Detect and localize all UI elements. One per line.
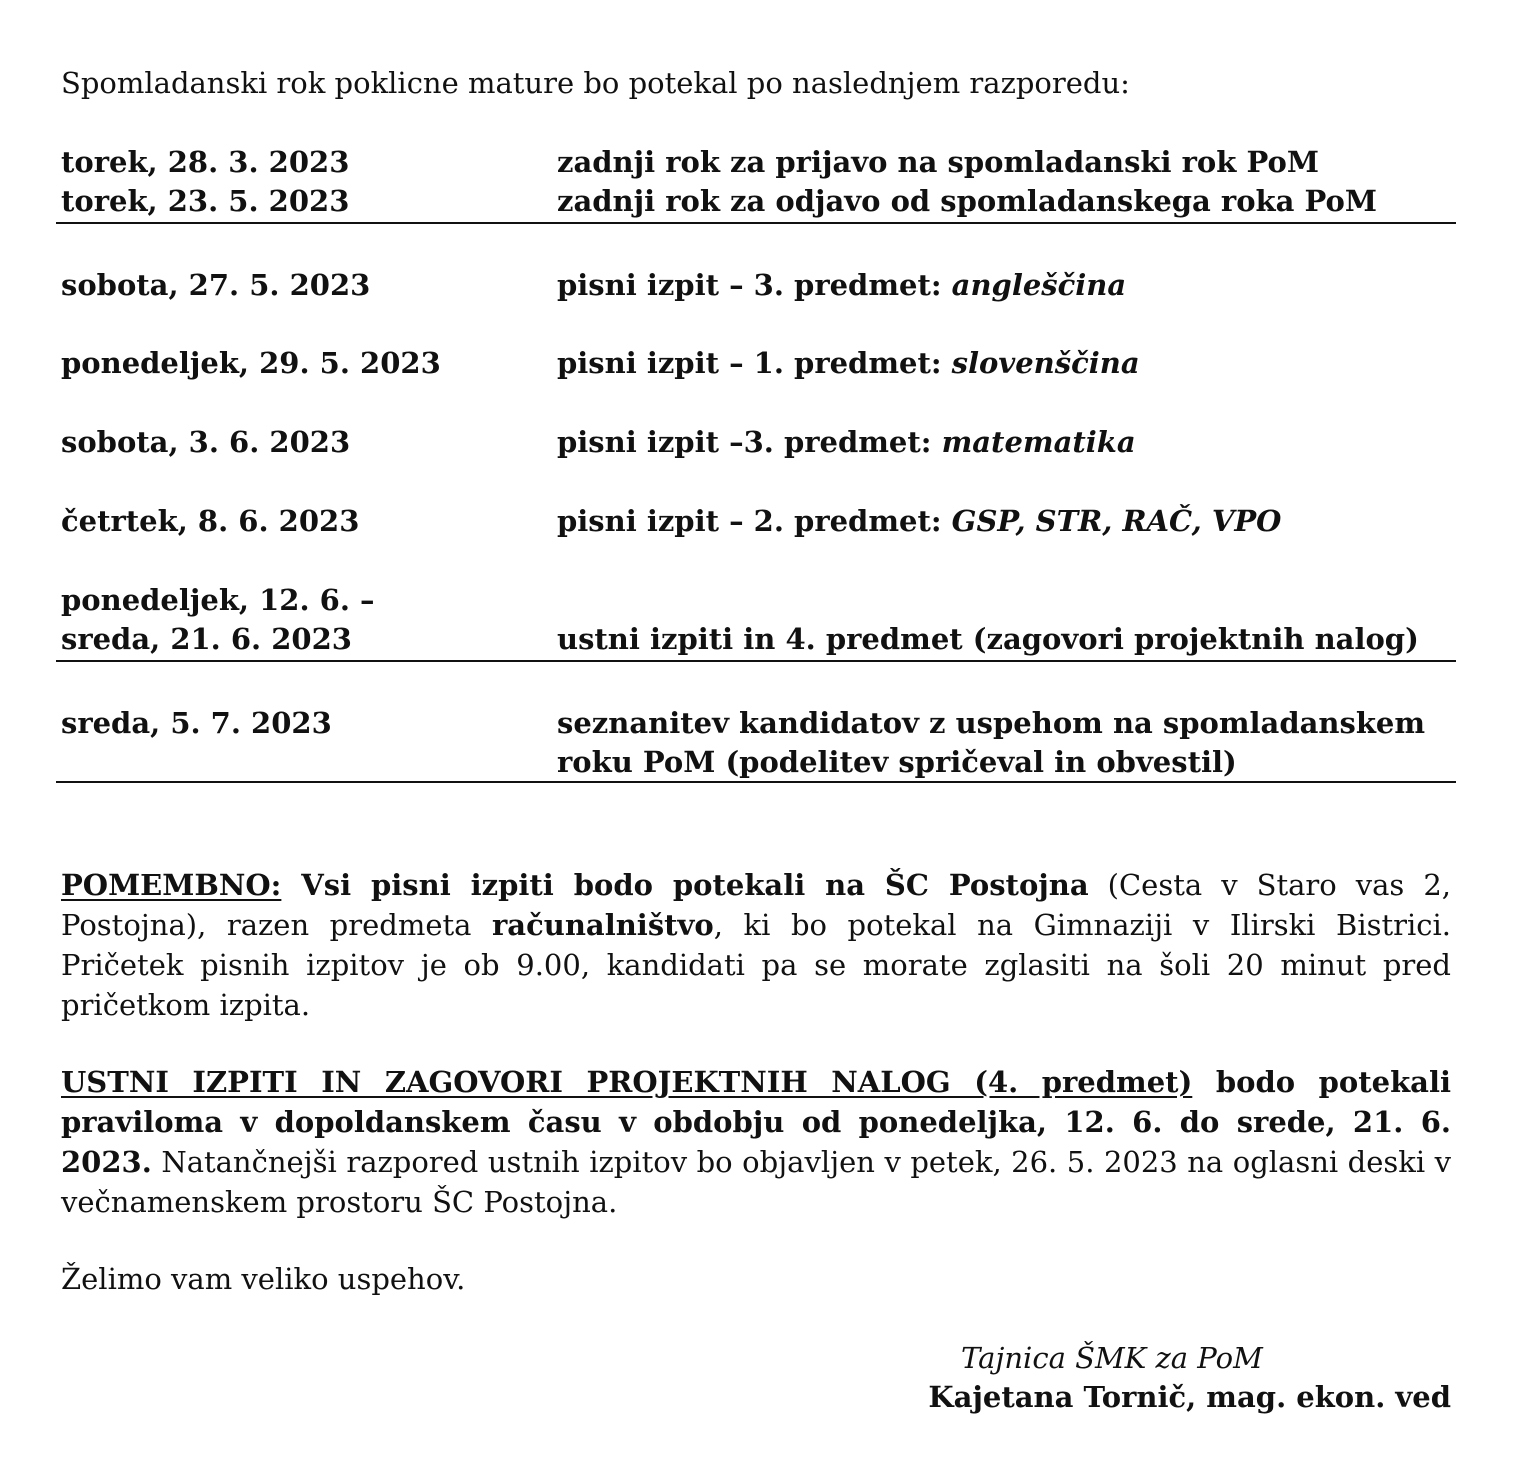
results-event-line-1: seznanitev kandidatov z uspehom na spomladanskem xyxy=(557,706,1426,740)
oral-date-start: ponedeljek, 12. 6. – xyxy=(61,583,375,617)
exam-date-english: sobota, 27. 5. 2023 xyxy=(61,268,371,302)
important-paragraph xyxy=(61,865,1451,1025)
important-label: POMEMBNO: xyxy=(61,868,282,902)
oral-date-end: sreda, 21. 6. 2023 xyxy=(61,622,352,656)
exam-subject: matematika xyxy=(941,425,1136,459)
oral-info-paragraph xyxy=(61,1062,1451,1222)
exam-event-english xyxy=(557,265,1126,305)
closing-text: Želimo vam veliko uspehov. xyxy=(61,1262,466,1296)
oral-info-text: Natančnejši razpored ustnih izpitov bo objavljen v petek, 26. 5. 2023 na oglasni deski v večnamenskem prostoru ŠC Postojna. xyxy=(61,1145,1451,1219)
results-event-line-2: roku PoM (podelitev spričeval in obvestil) xyxy=(557,745,1237,779)
exam-label: pisni izpit –3. predmet: xyxy=(557,425,942,459)
exam-label: pisni izpit – 2. predmet: xyxy=(557,504,952,538)
exam-date-slovene: ponedeljek, 29. 5. 2023 xyxy=(61,346,441,380)
important-subject: računalništvo xyxy=(492,908,714,942)
deadline-event-2: zadnji rok za odjavo od spomladanskega roka PoM xyxy=(557,184,1378,218)
important-text-1: (Cesta v Staro vas 2, Postojna), razen predmeta xyxy=(61,868,1451,942)
deadline-date-1: torek, 28. 3. 2023 xyxy=(61,145,350,179)
important-bold-text: Vsi pisni izpiti bodo potekali na ŠC Postojna xyxy=(281,868,1089,902)
deadline-event-1: zadnji rok za prijavo na spomladanski rok PoM xyxy=(557,145,1319,179)
divider-rule xyxy=(56,660,1456,662)
exam-date-math: sobota, 3. 6. 2023 xyxy=(61,425,351,459)
signature-role: Tajnica ŠMK za PoM xyxy=(961,1341,1263,1375)
oral-info-bold-text: bodo potekali praviloma v dopoldanskem času v obdobju od ponedeljka, 12. 6. do srede, 21. 6. 2023. xyxy=(61,1065,1451,1179)
exam-subject: angleščina xyxy=(951,268,1127,302)
deadline-date-2: torek, 23. 5. 2023 xyxy=(61,184,350,218)
divider-rule xyxy=(56,781,1456,783)
signature-name: Kajetana Tornič, mag. ekon. ved xyxy=(928,1380,1451,1414)
results-date: sreda, 5. 7. 2023 xyxy=(61,706,332,740)
exam-subject: GSP, STR, RAČ, VPO xyxy=(951,504,1282,538)
exam-event-vocational xyxy=(557,501,1281,541)
exam-subject: slovenščina xyxy=(951,346,1140,380)
oral-info-label: USTNI IZPITI IN ZAGOVORI PROJEKTNIH NALOG (4. predmet) xyxy=(61,1065,1193,1099)
divider-rule xyxy=(56,222,1456,224)
oral-event: ustni izpiti in 4. predmet (zagovori projektnih nalog) xyxy=(557,622,1419,656)
exam-event-slovene xyxy=(557,343,1140,383)
important-text-2: , ki bo potekal na Gimnaziji v Ilirski Bistrici. Pričetek pisnih izpitov je ob 9.00, kandidati pa se morate zglasiti na šoli 20 minut pred pričetkom izpita. xyxy=(61,908,1452,1022)
exam-label: pisni izpit – 3. predmet: xyxy=(557,268,952,302)
intro-text: Spomladanski rok poklicne mature bo potekal po naslednjem razporedu: xyxy=(61,66,1130,100)
exam-label: pisni izpit – 1. predmet: xyxy=(557,346,952,380)
exam-event-math xyxy=(557,422,1136,462)
exam-date-vocational: četrtek, 8. 6. 2023 xyxy=(61,504,360,538)
